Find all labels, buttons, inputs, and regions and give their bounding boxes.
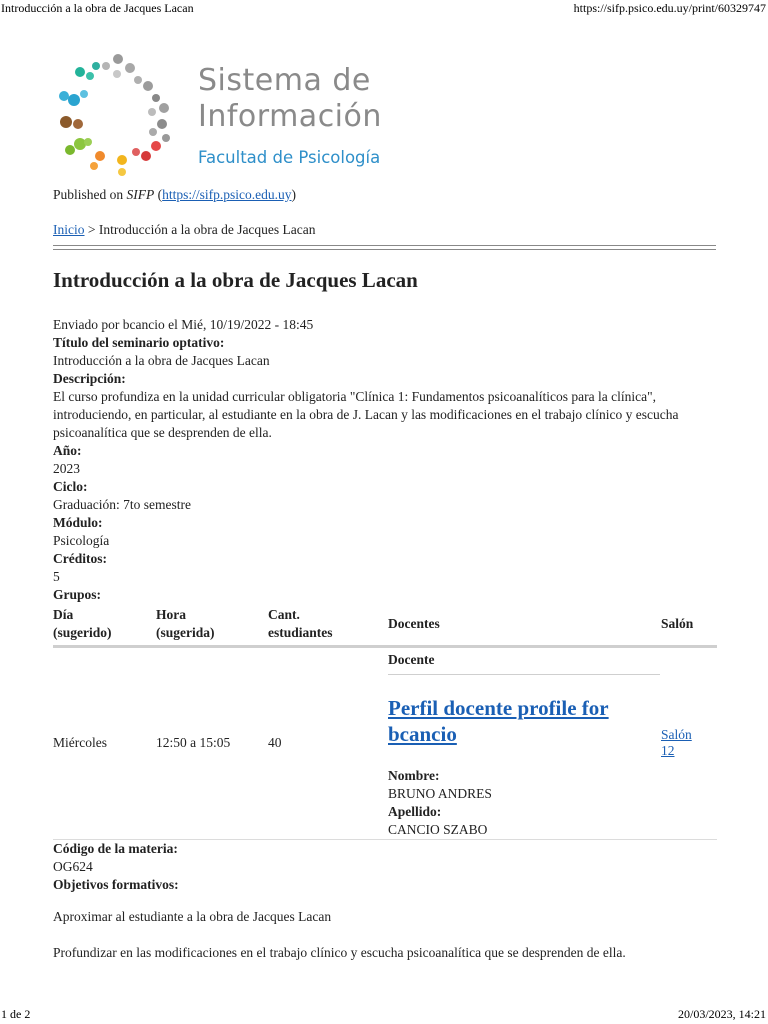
apellido-label: Apellido: [388, 803, 442, 819]
header-docentes: Docentes [388, 616, 440, 632]
table-row [53, 646, 717, 839]
breadcrumb-current: Introducción a la obra de Jacques Lacan [98, 222, 316, 237]
docente-box [388, 648, 660, 839]
header-salon: Salón [661, 616, 694, 632]
print-header-title: Introducción a la obra de Jacques Lacan [1, 1, 194, 15]
course-details [53, 316, 717, 604]
published-site: SIFP [126, 187, 155, 202]
descripcion-label: Descripción: [53, 371, 126, 386]
docente-profile-link[interactable]: Perfil docente profile for bcancio [388, 695, 609, 746]
salon-link[interactable]: Salón 12 [661, 727, 692, 758]
docente-info [388, 767, 660, 839]
dots-logo-icon [52, 52, 192, 182]
modulo-value: Psicología [53, 533, 110, 548]
codigo-label: Código de la materia: [53, 841, 178, 856]
cell-hora: 12:50 a 15:05 [156, 735, 231, 750]
header-cant: Cant. estudiantes [268, 607, 333, 641]
grupos-label: Grupos: [53, 587, 102, 602]
submitted-info: Enviado por bcancio el Mié, 10/19/2022 - 18:45 [53, 317, 314, 332]
published-on [53, 187, 296, 203]
objetivos-label: Objetivos formativos: [53, 877, 179, 892]
breadcrumb-home-link[interactable]: Inicio [53, 222, 85, 237]
creditos-label: Créditos: [53, 551, 107, 566]
docente-header: Docente [388, 648, 660, 675]
cell-salon [661, 646, 717, 839]
apellido-value: CANCIO SZABO [388, 821, 488, 837]
groups-header-row [53, 604, 717, 646]
course-extra [53, 840, 717, 962]
breadcrumb [53, 222, 316, 238]
published-open: ( [154, 187, 163, 202]
page-title: Introducción a la obra de Jacques Lacan [53, 268, 418, 292]
header-divider [53, 245, 716, 250]
published-close: ) [291, 187, 297, 202]
modulo-label: Módulo: [53, 515, 103, 530]
anio-label: Año: [53, 443, 82, 458]
print-header-url: https://sifp.psico.edu.uy/print/60329747 [573, 1, 766, 15]
page-number: 1 de 2 [1, 1007, 31, 1021]
cell-cant: 40 [268, 735, 282, 750]
cell-dia: Miércoles [53, 735, 107, 750]
titulo-value: Introducción a la obra de Jacques Lacan [53, 353, 270, 368]
print-header [0, 0, 768, 18]
print-footer [0, 1006, 768, 1024]
objetivo-1: Aproximar al estudiante a la obra de Jacques Lacan [53, 909, 332, 924]
objetivo-2: Profundizar en las modificaciones en el trabajo clínico y escucha psicoanalítica que se desprenden de ella. [53, 945, 626, 960]
sifp-logo [52, 52, 382, 182]
ciclo-label: Ciclo: [53, 479, 88, 494]
logo-line-3: Facultad de Psicología [198, 148, 381, 167]
published-link[interactable]: https://sifp.psico.edu.uy [162, 187, 292, 202]
descripcion-value: El curso profundiza en la unidad curricular obligatoria "Clínica 1: Fundamentos psicoanalíticos para la clínica", introduciendo, en particular, al estudiante en la obra de J. Lacan y las modificaciones en el trabajo clínico y escucha psicoanalítica que se desprenden de ella. [53, 389, 679, 440]
logo-line-1: Sistema de [198, 63, 371, 98]
creditos-value: 5 [53, 569, 60, 584]
groups-table [53, 604, 717, 840]
published-prefix: Published on [53, 187, 127, 202]
logo-line-2: Información [198, 99, 382, 134]
header-dia: Día (sugerido) [53, 607, 112, 641]
nombre-value: BRUNO ANDRES [388, 785, 492, 801]
codigo-value: OG624 [53, 859, 93, 874]
anio-value: 2023 [53, 461, 80, 476]
cell-docentes [388, 646, 661, 839]
ciclo-value: Graduación: 7to semestre [53, 497, 191, 512]
header-hora: Hora (sugerida) [156, 607, 215, 641]
breadcrumb-separator: > [84, 222, 99, 237]
titulo-label: Título del seminario optativo: [53, 335, 225, 350]
nombre-label: Nombre: [388, 767, 440, 783]
print-date: 20/03/2023, 14:21 [677, 1007, 766, 1021]
